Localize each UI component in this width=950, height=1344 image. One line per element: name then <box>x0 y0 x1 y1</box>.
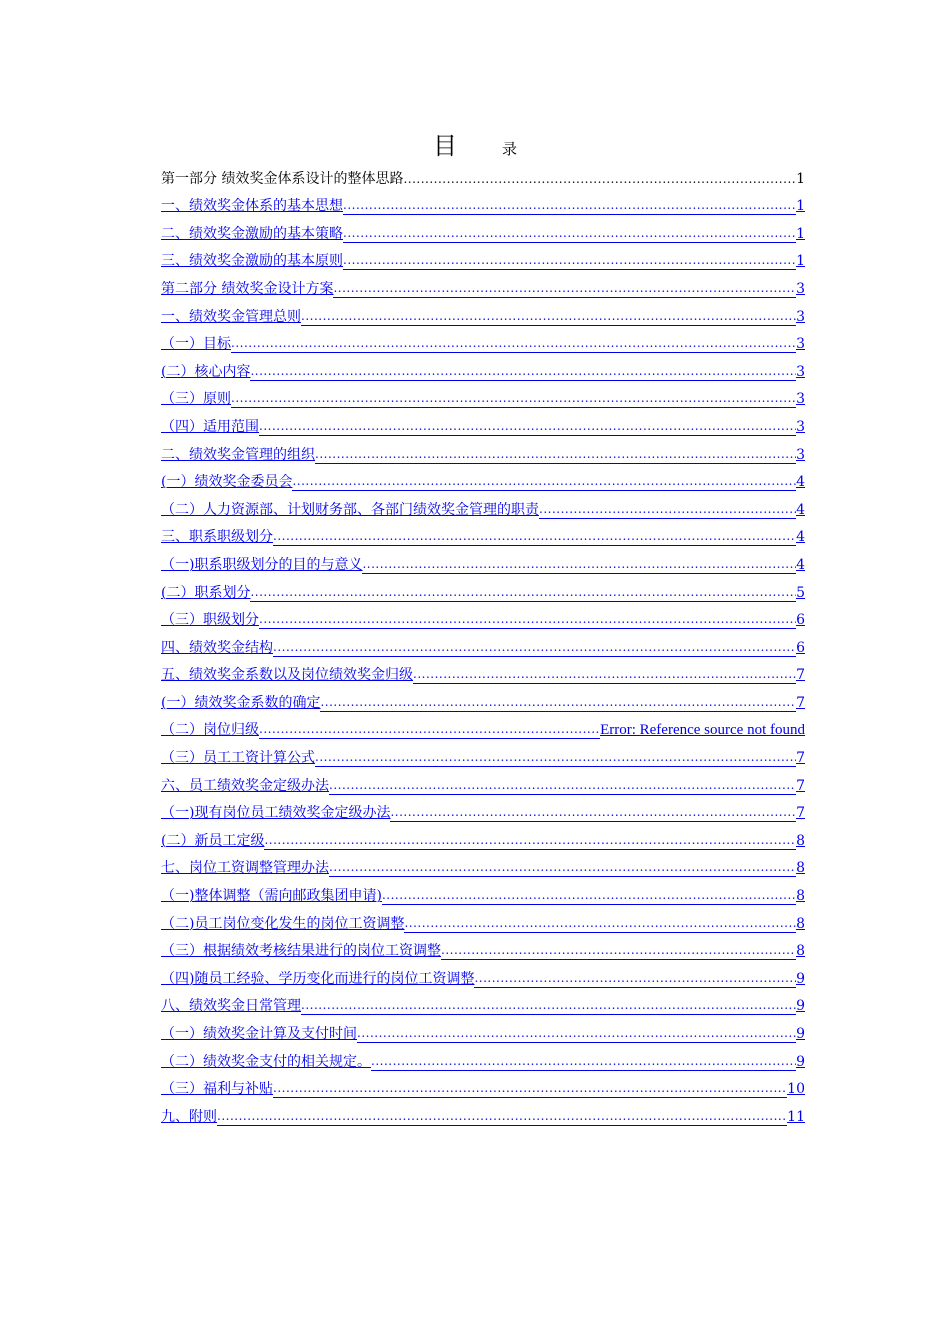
toc-leader-dots <box>273 1080 787 1098</box>
toc-entry-title: (一）绩效奖金委员会 <box>161 474 293 491</box>
toc-entry-page: 7 <box>796 805 805 822</box>
toc-entry-page: 3 <box>796 446 805 463</box>
toc-leader-dots <box>264 832 796 850</box>
toc-leader-dots <box>404 915 796 933</box>
toc-leader-dots <box>539 501 796 519</box>
toc-entry[interactable] <box>161 574 805 602</box>
toc-leader-dots <box>259 611 796 629</box>
toc-entry-page: 11 <box>787 1108 805 1125</box>
toc-leader-dots <box>329 859 796 877</box>
toc-entry-title: 一、绩效奖金体系的基本思想 <box>161 198 343 215</box>
toc-entry-title: 七、岗位工资调整管理办法 <box>161 860 329 877</box>
toc-leader-dots <box>357 1025 796 1043</box>
toc-leader-dots <box>259 418 796 436</box>
toc-entry[interactable] <box>161 298 805 326</box>
toc-entry-title: （二）人力资源部、计划财务部、各部门绩效奖金管理的职责 <box>161 501 539 518</box>
toc-entry[interactable] <box>161 270 805 298</box>
toc-entry-title: 第二部分 绩效奖金设计方案 <box>161 280 334 297</box>
toc-entry-title: 一、绩效奖金管理总则 <box>161 308 301 325</box>
toc-entry-title: （二）岗位归级 <box>161 722 259 739</box>
toc-entry-page: 4 <box>796 556 805 573</box>
toc-leader-dots <box>250 584 796 602</box>
toc-entry-page: 3 <box>796 336 805 353</box>
toc-leader-dots <box>273 528 796 546</box>
toc-entry[interactable] <box>161 546 805 574</box>
toc-entry-page: 6 <box>796 612 805 629</box>
toc-entry-title: （三）福利与补贴 <box>161 1081 273 1098</box>
toc-leader-dots <box>413 666 796 684</box>
toc-entry-title: 第一部分 绩效奖金体系设计的整体思路 <box>161 170 404 187</box>
toc-entry-title: （一)整体调整（需向邮政集团申请) <box>161 888 382 905</box>
toc-entry[interactable] <box>161 1071 805 1099</box>
toc-leader-dots <box>343 225 796 243</box>
toc-leader-dots <box>474 970 796 988</box>
toc-entry[interactable] <box>161 436 805 464</box>
toc-entry[interactable] <box>161 629 805 657</box>
toc-entry-page: 1 <box>796 253 805 270</box>
toc-entry-title: (一）绩效奖金系数的确定 <box>161 694 321 711</box>
toc-leader-dots <box>301 997 796 1015</box>
toc-entry-title: （三）原则 <box>161 391 231 408</box>
toc-entry-title: 三、职系职级划分 <box>161 529 273 546</box>
toc-entry-title: （一)现有岗位员工绩效奖金定级办法 <box>161 805 391 822</box>
toc-entry-title: （二)员工岗位变化发生的岗位工资调整 <box>161 915 405 932</box>
toc-entry-title: （三）根据绩效考核结果进行的岗位工资调整 <box>161 943 441 960</box>
toc-entry[interactable] <box>161 905 805 933</box>
toc-entry-title: （三）员工工资计算公式 <box>161 750 315 767</box>
toc-entry-title: （四）适用范围 <box>161 418 259 435</box>
toc-entry[interactable] <box>161 188 805 216</box>
toc-entry-page: 9 <box>796 970 805 987</box>
toc-entry-title: 九、附则 <box>161 1108 217 1125</box>
toc-entry-page: 10 <box>787 1081 805 1098</box>
toc-entry-page: 7 <box>796 750 805 767</box>
toc-entry[interactable] <box>161 960 805 988</box>
toc-leader-dots <box>231 390 796 408</box>
toc-leader-dots <box>273 639 796 657</box>
toc-entry[interactable] <box>161 381 805 409</box>
toc-entry[interactable] <box>161 464 805 492</box>
toc-heading-sub: 录 <box>502 140 518 158</box>
toc-entry-page: 7 <box>796 667 805 684</box>
toc-entry[interactable] <box>161 353 805 381</box>
toc-entry-title: （一）绩效奖金计算及支付时间 <box>161 1026 357 1042</box>
toc-entry-page: 4 <box>796 501 805 518</box>
toc-entry-page: Error: Reference source not found <box>600 722 805 739</box>
toc-entry-title: 五、绩效奖金系数以及岗位绩效奖金归级 <box>161 667 413 684</box>
toc-entry-title: 三、绩效奖金激励的基本原则 <box>161 253 343 270</box>
toc-entry-title: （四)随员工经验、学历变化而进行的岗位工资调整 <box>161 970 475 987</box>
toc-entry[interactable] <box>161 933 805 961</box>
toc-entry-page: 7 <box>796 777 805 794</box>
toc-entry-page: 3 <box>796 391 805 408</box>
toc-entry-page: 9 <box>796 1026 805 1042</box>
toc-entry[interactable] <box>161 602 805 630</box>
toc-leader-dots <box>329 777 796 795</box>
toc-entry[interactable] <box>161 491 805 519</box>
toc-leader-dots <box>371 1053 796 1071</box>
toc-entry[interactable] <box>161 795 805 823</box>
toc-entry[interactable] <box>161 767 805 795</box>
toc-entry[interactable] <box>161 657 805 685</box>
toc-entry-title: （一)职系职级划分的目的与意义 <box>161 556 363 573</box>
toc-entry-page: 4 <box>796 529 805 546</box>
toc-entry[interactable] <box>161 215 805 243</box>
toc-entry-title: 六、员工绩效奖金定级办法 <box>161 777 329 794</box>
toc-entry-title: （三）职级划分 <box>161 612 259 629</box>
toc-leader-dots <box>292 473 796 491</box>
toc-entry-page: 3 <box>796 308 805 325</box>
toc-entry-page: 3 <box>796 418 805 435</box>
toc-entry[interactable] <box>161 988 805 1016</box>
toc-heading-main: 目 <box>432 132 457 160</box>
toc-entry-page: 3 <box>796 363 805 380</box>
toc-entry[interactable] <box>161 850 805 878</box>
toc-heading <box>0 126 950 158</box>
toc-entry-page: 7 <box>796 694 805 711</box>
toc-entry[interactable] <box>161 684 805 712</box>
toc-entry-title: (二）新员工定级 <box>161 832 265 849</box>
toc-entry-title: (二）职系划分 <box>161 584 251 601</box>
toc-entry-page: 8 <box>796 888 805 905</box>
toc-entry-title: 四、绩效奖金结构 <box>161 639 273 656</box>
toc-leader-dots <box>343 197 796 215</box>
toc-entry-page: 1 <box>796 225 805 242</box>
toc-entry[interactable] <box>161 712 805 740</box>
toc-entry-page: 9 <box>796 1053 805 1070</box>
toc-leader-dots <box>390 804 796 822</box>
toc-entry[interactable] <box>161 1043 805 1071</box>
toc-entry[interactable] <box>161 519 805 547</box>
table-of-contents <box>161 160 805 1126</box>
toc-leader-dots <box>315 446 796 464</box>
toc-leader-dots <box>343 252 796 270</box>
toc-leader-dots <box>315 749 796 767</box>
toc-entry-title: 二、绩效奖金激励的基本策略 <box>161 225 343 242</box>
toc-entry[interactable] <box>161 1015 805 1043</box>
toc-entry-title: (二）核心内容 <box>161 363 251 380</box>
toc-entry[interactable] <box>161 326 805 354</box>
toc-entry-page: 8 <box>796 943 805 960</box>
toc-entry-page: 9 <box>796 998 805 1015</box>
toc-entry-title: （二）绩效奖金支付的相关规定。 <box>161 1053 371 1070</box>
toc-entry[interactable] <box>161 739 805 767</box>
toc-leader-dots <box>217 1108 787 1126</box>
toc-entry[interactable] <box>161 1098 805 1126</box>
toc-entry-page: 5 <box>796 584 805 601</box>
toc-entry <box>161 160 805 188</box>
toc-leader-dots <box>259 721 600 739</box>
toc-entry-title: 八、绩效奖金日常管理 <box>161 998 301 1015</box>
toc-entry-page: 3 <box>796 280 805 297</box>
toc-entry-title: （一）目标 <box>161 336 231 353</box>
toc-leader-dots <box>250 363 796 381</box>
toc-leader-dots <box>362 556 796 574</box>
toc-entry-page: 8 <box>796 915 805 932</box>
toc-leader-dots <box>231 335 796 353</box>
toc-entry-page: 8 <box>796 860 805 877</box>
toc-leader-dots <box>441 942 796 960</box>
toc-leader-dots <box>320 694 796 712</box>
toc-entry-page: 1 <box>796 198 805 215</box>
toc-entry[interactable] <box>161 877 805 905</box>
toc-entry[interactable] <box>161 822 805 850</box>
toc-entry-page: 1 <box>796 170 805 187</box>
toc-leader-dots <box>382 887 796 905</box>
toc-leader-dots <box>333 280 796 298</box>
toc-entry[interactable] <box>161 408 805 436</box>
toc-entry-page: 4 <box>796 474 805 491</box>
toc-entry-title: 二、绩效奖金管理的组织 <box>161 446 315 463</box>
toc-entry[interactable] <box>161 243 805 271</box>
toc-entry-page: 6 <box>796 639 805 656</box>
toc-entry-page: 8 <box>796 832 805 849</box>
toc-leader-dots <box>301 308 796 326</box>
toc-leader-dots <box>403 170 796 188</box>
